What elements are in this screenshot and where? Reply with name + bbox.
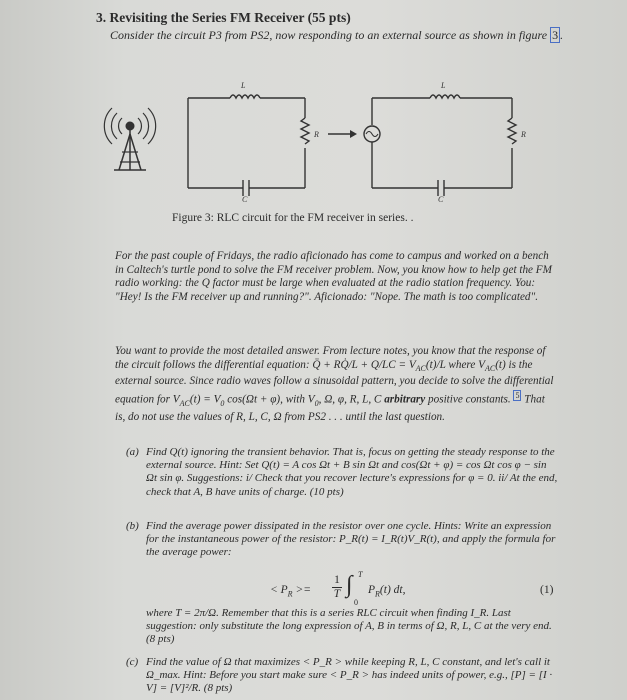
intro-end: . (560, 28, 564, 42)
setup-text-a: You want to provide the most detailed answer. From lecture notes, you know that the response of the circuit follows the differential equation: Q̈ + RQ̇/L + Q/LC = V (115, 345, 546, 371)
eq-lower-limit: 0 (354, 598, 358, 607)
equation-number: (1) (540, 584, 554, 596)
inductor-left-icon (230, 95, 260, 98)
figure-caption: Figure 3: RLC circuit for the FM receiver in series. . (172, 212, 414, 224)
integral-sign-icon: ∫ (346, 572, 353, 598)
eq-integrand-tail: (t) dt, (379, 584, 406, 596)
resistor-left-icon (301, 118, 309, 144)
eq-lhs: < P (270, 584, 288, 596)
question-b-continued-text: where T = 2π/Ω. Remember that this is a series RLC circuit when finding I_R. Last suggestion: only substitute the long expression of A, B in terms of Ω, R, L, C at the very end. (8 pts) (146, 607, 552, 646)
antenna-icon (104, 108, 155, 170)
intro-text: Consider the circuit P3 from PS2, now responding to an external source as shown in figure (110, 28, 548, 42)
arbitrary-emphasis: arbitrary (384, 393, 426, 406)
figure-reference-link[interactable]: 3 (552, 28, 559, 42)
capacitor-left-label: C (242, 195, 248, 204)
left-rlc-loop (188, 95, 309, 196)
question-b-continued (128, 607, 558, 647)
subscript-ac-2: AC (484, 363, 496, 373)
question-b-text: Find the average power dissipated in the resistor over one cycle. Hints: Write an expression for the instantaneous power of the resistor: P_R(t) = I_R(t)V_R(t), and apply the formula for the average power: (146, 520, 556, 559)
problem-heading: 3. Revisiting the Series FM Receiver (55 pts) (96, 10, 351, 25)
eq-fraction-numerator: 1 (332, 574, 342, 588)
question-c (128, 656, 558, 696)
story-paragraph: For the past couple of Fridays, the radio aficionado has come to campus and worked on a bench in Caltech's turtle pond to solve the FM receiver problem. Now, you know how to help get the FM radio working: the Q factor must be large when evaluated at the radio station frequency. You: "Hey! Is the FM receiver up and running?". Aficionado: "Nope. The math is too complicated". (115, 250, 552, 303)
question-a-label: (a) (126, 446, 139, 458)
inductor-left-label: L (241, 81, 246, 90)
inductor-right-icon (430, 95, 460, 98)
question-a-text: Find Q(t) ignoring the transient behavior. That is, focus on getting the steady response to the external source. Hint: Set Q(t) = A cos Ωt + B sin Ωt and cos(Ωt + φ) = cos Ωt cos φ − sin Ωt sin φ. Suggestions: i/ Check that you recover lecture's expressions for φ = 0. ii/ At the end, check that A, B have units of charge. (10 pts) (146, 446, 558, 498)
setup-text-f: , Ω, φ, R, L, C (318, 393, 385, 406)
resistor-right-icon (508, 118, 516, 144)
arrow-icon (328, 130, 357, 138)
subscript-ac-3: AC (179, 398, 190, 408)
subscript-ac-1: AC (415, 363, 426, 373)
footnote-reference-link[interactable]: 5 (515, 391, 520, 401)
question-a (128, 446, 558, 499)
question-c-text: Find the value of Ω that maximizes < P_R > while keeping R, L, C constant, and let's call it Ω_max. Hint: Before you start make sure < P_R > has indeed units of power, e.g., [P] = [I · V] = [V]²/R. (8 pts) (146, 656, 553, 695)
problem-setup-paragraph (115, 345, 555, 424)
setup-text-h: That is, do not use the values of R, L, C, Ω from PS2 . . . until the last question. (115, 393, 545, 423)
setup-text-b: (t)/L where V (425, 358, 485, 371)
eq-integrand-sub: R (375, 589, 380, 599)
subscript-0-1: 0 (220, 398, 225, 408)
setup-text-d: (t) = V (189, 393, 221, 406)
resistor-left-label: R (314, 130, 319, 139)
setup-text-e: cos(Ωt + φ), with V (224, 393, 315, 406)
capacitor-right-label: C (438, 195, 444, 204)
rlc-circuit-figure (100, 70, 540, 205)
question-b (128, 520, 558, 560)
eq-sign: >= (292, 584, 311, 596)
right-rlc-loop (364, 95, 516, 196)
question-c-label: (c) (126, 656, 139, 668)
subscript-0-2: 0 (314, 398, 319, 408)
inductor-right-label: L (441, 81, 446, 90)
eq-upper-limit: T (358, 570, 363, 579)
problem-intro (110, 28, 580, 43)
eq-fraction-denominator: T (333, 588, 341, 600)
eq-integrand: P (368, 584, 376, 596)
eq-lhs-sub: R (287, 589, 293, 599)
setup-text-g: positive constants. (425, 393, 511, 406)
setup-text-c: (t) is the external source. Since radio waves follow a sinusoidal pattern, you decide to solve the differential equation for V (115, 358, 554, 406)
resistor-right-label: R (521, 130, 526, 139)
question-b-label: (b) (126, 520, 139, 532)
